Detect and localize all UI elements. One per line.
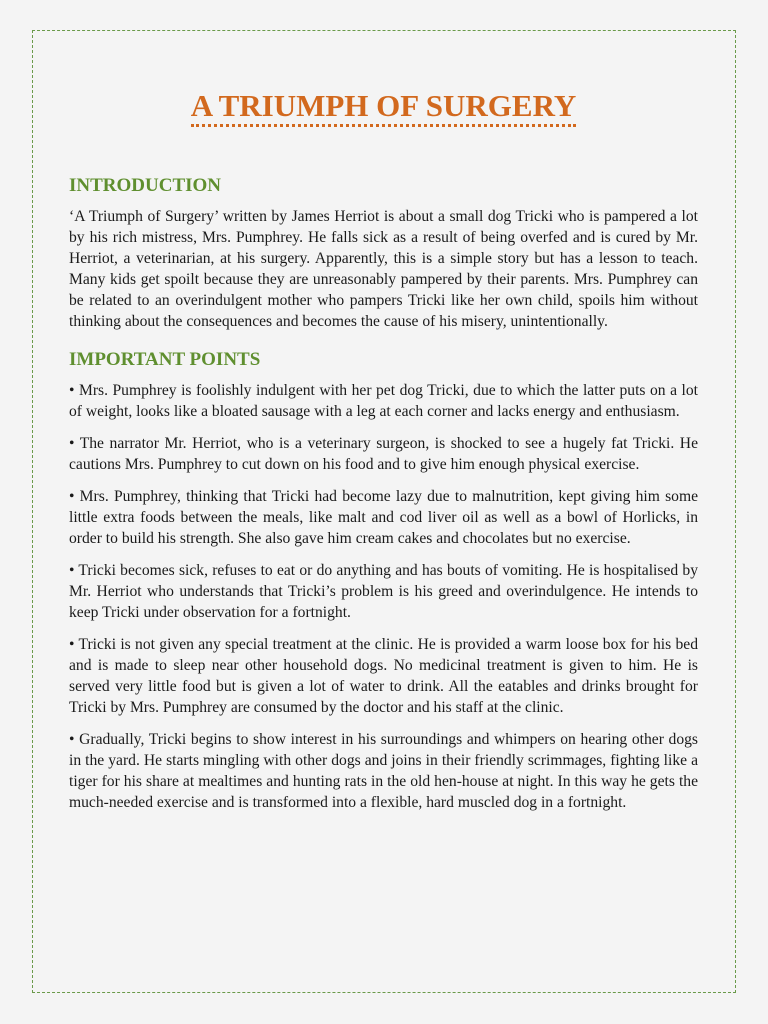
introduction-paragraph: ‘A Triumph of Surgery’ written by James Herriot is about a small dog Tricki who is pampered a lot by his rich mistress, Mrs. Pumphrey. He falls sick as a result of being overfed and is cured by Mr. Herriot, a veterinarian, at his surgery. Apparently, this is a simple story but has a lesson to teach. Many kids get spoilt because they are unreasonably pampered by their parents. Mrs. Pumphrey can be related to an overindulgent mother who pampers Tricki like her own child, spoils him without thinking about the consequences and becomes the cause of his misery, unintentionally. [69,208,698,330]
point-item: • Mrs. Pumphrey, thinking that Tricki had become lazy due to malnutrition, kept giving him some little extra foods between the meals, like malt and cod liver oil as well as a bowl of Horlicks, in order to build his strength. She also gave him cream cakes and chocolates but no exercise. [69,488,698,547]
point-item: • Mrs. Pumphrey is foolishly indulgent with her pet dog Tricki, due to which the latter puts on a lot of weight, looks like a bloated sausage with a leg at each corner and lacks energy and enthusiasm. [69,382,698,420]
document-content [69,86,698,824]
important-points-heading: IMPORTANT POINTS [69,349,261,370]
point-item: • The narrator Mr. Herriot, who is a veterinary surgeon, is shocked to see a hugely fat Tricki. He cautions Mrs. Pumphrey to cut down on his food and to give him enough physical exercise. [69,435,698,473]
point-item: • Tricki is not given any special treatment at the clinic. He is provided a warm loose box for his bed and is made to sleep near other household dogs. No medicinal treatment is given to him. He is served very little food but is given a lot of water to drink. All the eatables and drinks brought for Tricki by Mrs. Pumphrey are consumed by the doctor and his staff at the clinic. [69,636,698,716]
page-title [69,86,698,126]
introduction-heading: INTRODUCTION [69,175,222,196]
point-item: • Tricki becomes sick, refuses to eat or do anything and has bouts of vomiting. He is hospitalised by Mr. Herriot who understands that Tricki’s problem is his greed and overindulgence. He intends to keep Tricki under observation for a fortnight. [69,562,698,621]
page-title-text: A TRIUMPH OF SURGERY [191,88,577,127]
point-item: • Gradually, Tricki begins to show interest in his surroundings and whimpers on hearing other dogs in the yard. He starts mingling with other dogs and joins in their friendly scrimmages, fighting like a tiger for his share at mealtimes and hunting rats in the old hen-house at night. In this way he gets the much-needed exercise and is transformed into a flexible, hard muscled dog in a fortnight. [69,731,698,811]
